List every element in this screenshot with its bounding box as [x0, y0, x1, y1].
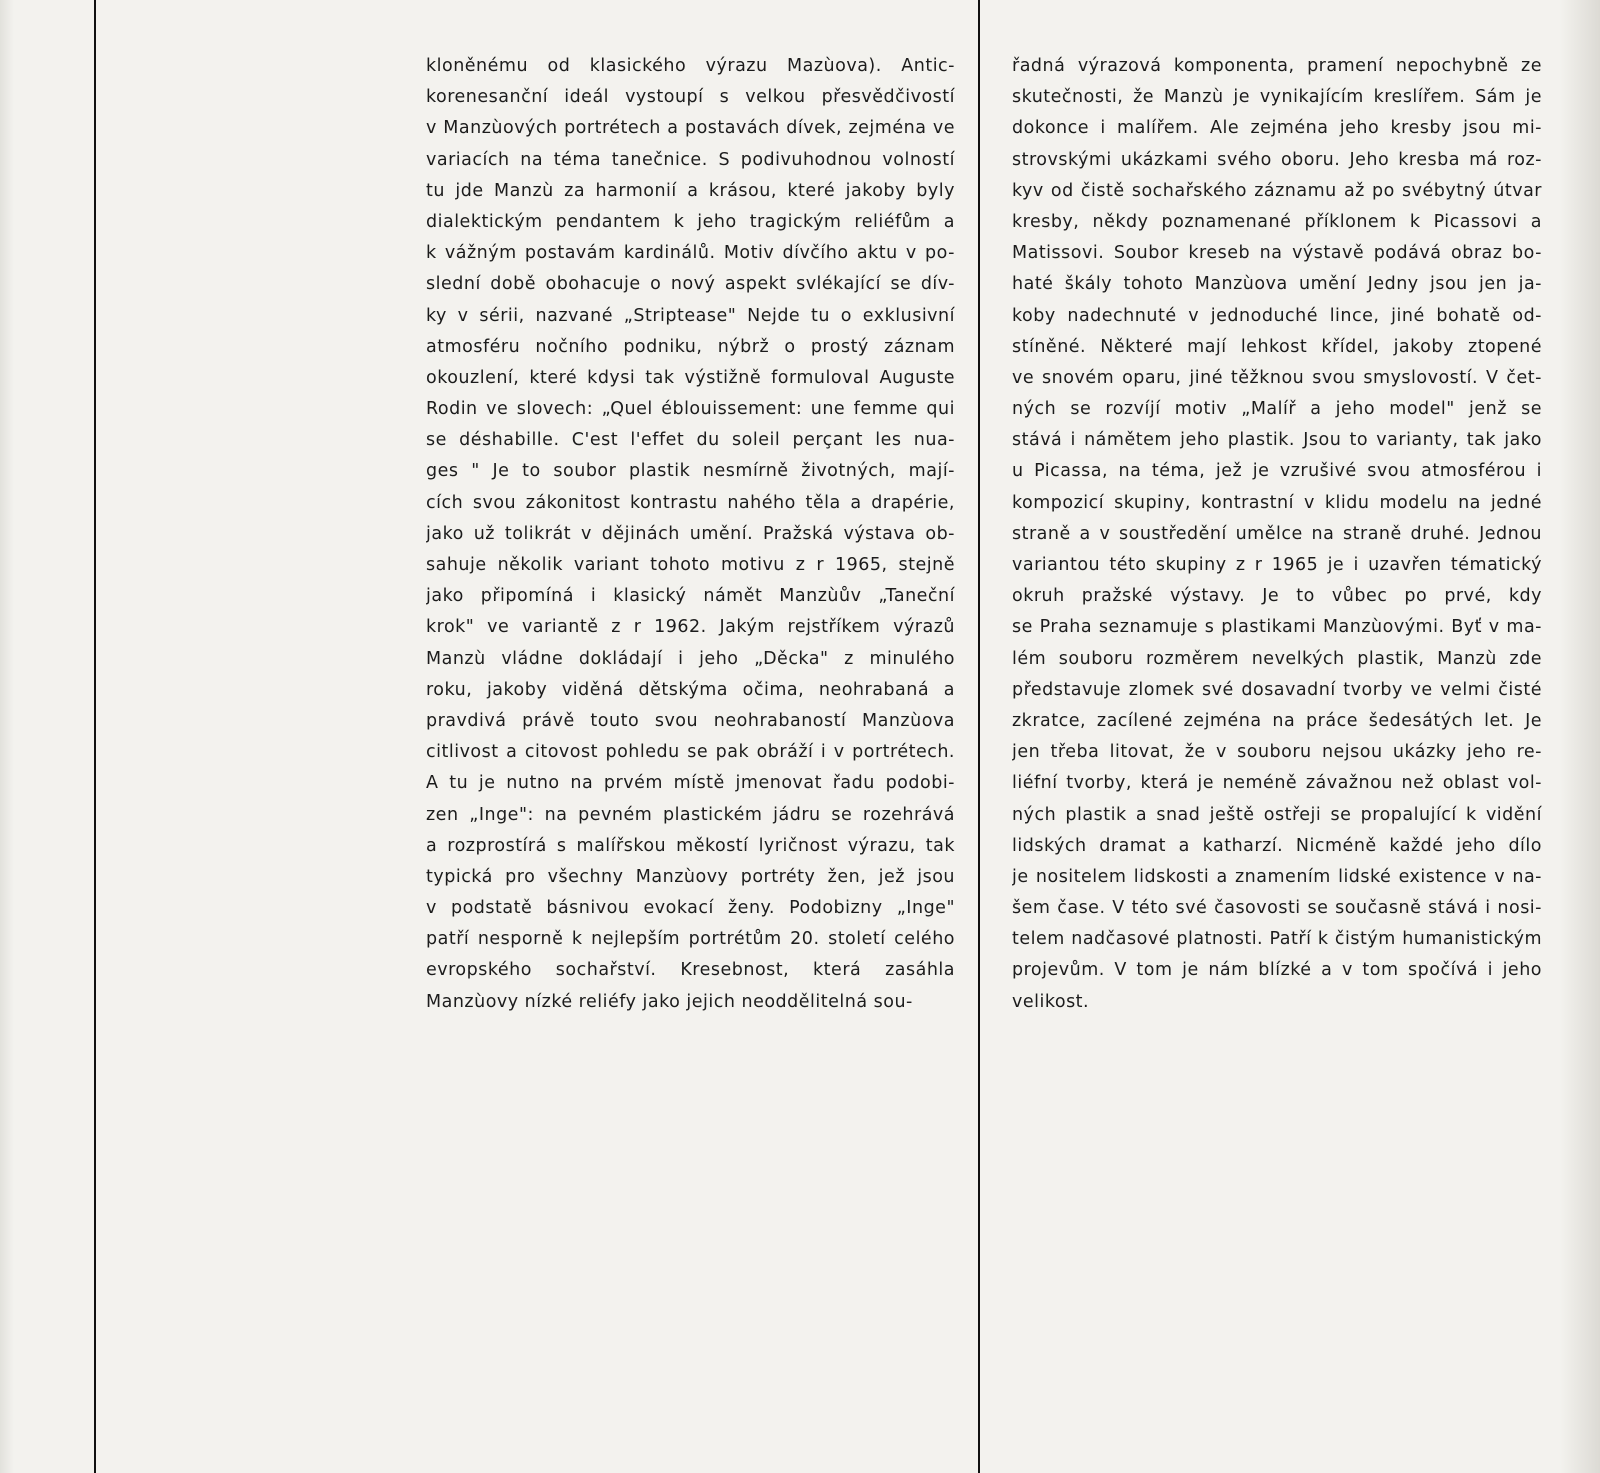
- text-line: představuje zlomek své dosavadní tvorby ve velmi čisté: [1012, 679, 1542, 700]
- text-line: projevům. V tom je nám blízké a v tom spočívá i jeho: [1012, 960, 1542, 981]
- text-line: ges " Je to soubor plastik nesmírně životných, mají-: [426, 461, 955, 482]
- page-edge-right: [1560, 0, 1600, 1473]
- page-edge-left: [0, 0, 14, 1473]
- text-line: ných plastik a snad ještě ostřeji se propalující k vidění: [1012, 804, 1542, 825]
- text-line: dialektickým pendantem k jeho tragickým reliéfům a: [426, 211, 955, 232]
- text-line: roku, jakoby viděná dětskýma očima, neohrabaná a: [426, 679, 955, 700]
- text-line: velikost.: [1012, 991, 1090, 1012]
- text-line: evropského sochařství. Kresebnost, která zasáhla: [426, 960, 955, 981]
- left-margin-rule: [94, 0, 96, 1473]
- text-line: tu jde Manzù za harmonií a krásou, které jakoby byly: [426, 180, 955, 201]
- text-line: se déshabille. C'est l'effet du soleil perçant les nua-: [426, 430, 955, 451]
- text-line: jako připomíná i klasický námět Manzùův „Taneční: [426, 586, 955, 607]
- text-line: atmosféru nočního podniku, nýbrž o prostý záznam: [426, 336, 955, 357]
- text-line: ných se rozvíjí motiv „Malíř a jeho model" jenž se: [1012, 399, 1542, 420]
- text-line: v podstatě básnivou evokací ženy. Podobizny „Inge": [426, 898, 955, 919]
- text-line: koby nadechnuté v jednoduché lince, jiné bohatě od-: [1012, 305, 1542, 326]
- text-line: kloněnému od klasického výrazu Mazùova). Antic-: [426, 56, 955, 76]
- text-line: pravdivá právě touto svou neohrabaností Manzùova: [426, 710, 955, 731]
- text-line: k vážným postavám kardinálů. Motiv dívčího aktu v po-: [426, 243, 955, 264]
- text-line: a rozprostírá s malířskou měkostí lyričnost výrazu, tak: [426, 835, 955, 856]
- text-line: šem čase. V této své časovosti se současně stává i nosi-: [1012, 898, 1542, 919]
- text-line: zen „Inge": na pevném plastickém jádru se rozehrává: [426, 804, 955, 825]
- text-line: slední době obohacuje o nový aspekt svlékající se dív-: [426, 274, 955, 295]
- text-line: lidských dramat a katharzí. Nicméně každé jeho dílo: [1012, 835, 1542, 856]
- text-line: ve snovém oparu, jiné těžknou svou smyslovostí. V čet-: [1012, 367, 1542, 388]
- text-line: kyv od čistě sochařského záznamu až po svébytný útvar: [1012, 180, 1542, 201]
- text-line: okouzlení, které kdysi tak výstižně formuloval Auguste: [426, 367, 955, 388]
- text-line: řadná výrazová komponenta, pramení nepochybně ze: [1012, 56, 1542, 76]
- text-line: ky v sérii, nazvané „Striptease" Nejde tu o exklusivní: [426, 305, 955, 326]
- gutter-rule: [978, 0, 980, 1473]
- text-line: zkratce, zacílené zejména na práce šedesátých let. Je: [1012, 710, 1542, 731]
- text-line: se Praha seznamuje s plastikami Manzùovými. Byť v ma-: [1012, 617, 1542, 638]
- text-line: typická pro všechny Manzùovy portréty žen, jež jsou: [426, 866, 955, 887]
- text-line: straně a v soustředění umělce na straně druhé. Jednou: [1012, 523, 1542, 544]
- text-line: Rodin ve slovech: „Quel éblouissement: une femme qui: [426, 399, 955, 420]
- text-line: dokonce i malířem. Ale zejména jeho kresby jsou mi-: [1012, 118, 1542, 139]
- text-line: telem nadčasové platnosti. Patří k čistým humanistickým: [1012, 929, 1542, 950]
- text-line: jako už tolikrát v dějinách umění. Pražská výstava ob-: [426, 523, 955, 544]
- text-line: v Manzùových portrétech a postavách dívek, zejména ve: [426, 118, 955, 139]
- text-line: variantou této skupiny z r 1965 je i uzavřen tématický: [1012, 555, 1542, 575]
- text-line: haté škály tohoto Manzùova umění Jedny jsou jen ja-: [1012, 274, 1542, 295]
- text-line: stává i námětem jeho plastik. Jsou to varianty, tak jako: [1012, 430, 1542, 451]
- text-line: citlivost a citovost pohledu se pak obráží i v portrétech.: [426, 742, 955, 763]
- text-line: krok" ve variantě z r 1962. Jakým rejstříkem výrazů: [426, 617, 955, 638]
- text-line: skutečnosti, že Manzù je vynikajícím kreslířem. Sám je: [1012, 87, 1542, 108]
- text-line: korenesanční ideál vystoupí s velkou přesvědčivostí: [426, 87, 955, 108]
- text-line: Manzù vládne dokládají i jeho „Děcka" z minulého: [426, 648, 955, 669]
- text-line: cích svou zákonitost kontrastu nahého těla a drapérie,: [426, 492, 955, 513]
- text-line: strovskými ukázkami svého oboru. Jeho kresba má roz-: [1012, 149, 1542, 170]
- text-line: okruh pražské výstavy. Je to vůbec po prvé, kdy: [1012, 586, 1542, 607]
- text-line: kresby, někdy poznamenané příklonem k Picassovi a: [1012, 211, 1542, 232]
- text-column-right: [1012, 51, 1542, 1018]
- text-line: patří nesporně k nejlepším portrétům 20. století celého: [426, 929, 955, 950]
- text-line: kompozicí skupiny, kontrastní v klidu modelu na jedné: [1012, 492, 1542, 513]
- text-line: stíněné. Některé mají lehkost křídel, jakoby ztopené: [1012, 336, 1542, 357]
- text-line: u Picassa, na téma, jež je vzrušivé svou atmosférou i: [1012, 461, 1542, 482]
- text-line: A tu je nutno na prvém místě jmenovat řadu podobi-: [426, 773, 955, 794]
- text-line: jen třeba litovat, že v souboru nejsou ukázky jeho re-: [1012, 742, 1542, 763]
- text-line: liéfní tvorby, která je neméně závažnou než oblast vol-: [1012, 773, 1542, 794]
- text-line: je nositelem lidskosti a znamením lidské existence v na-: [1012, 866, 1542, 887]
- text-line: lém souboru rozměrem nevelkých plastik, Manzù zde: [1012, 648, 1542, 669]
- text-line: Manzùovy nízké reliéfy jako jejich neoddělitelná sou-: [426, 991, 913, 1012]
- text-line: sahuje několik variant tohoto motivu z r 1965, stejně: [426, 555, 955, 575]
- text-line: variacích na téma tanečnice. S podivuhodnou volností: [426, 149, 955, 170]
- text-line: Matissovi. Soubor kreseb na výstavě podává obraz bo-: [1012, 243, 1542, 264]
- text-column-left: [426, 51, 955, 1018]
